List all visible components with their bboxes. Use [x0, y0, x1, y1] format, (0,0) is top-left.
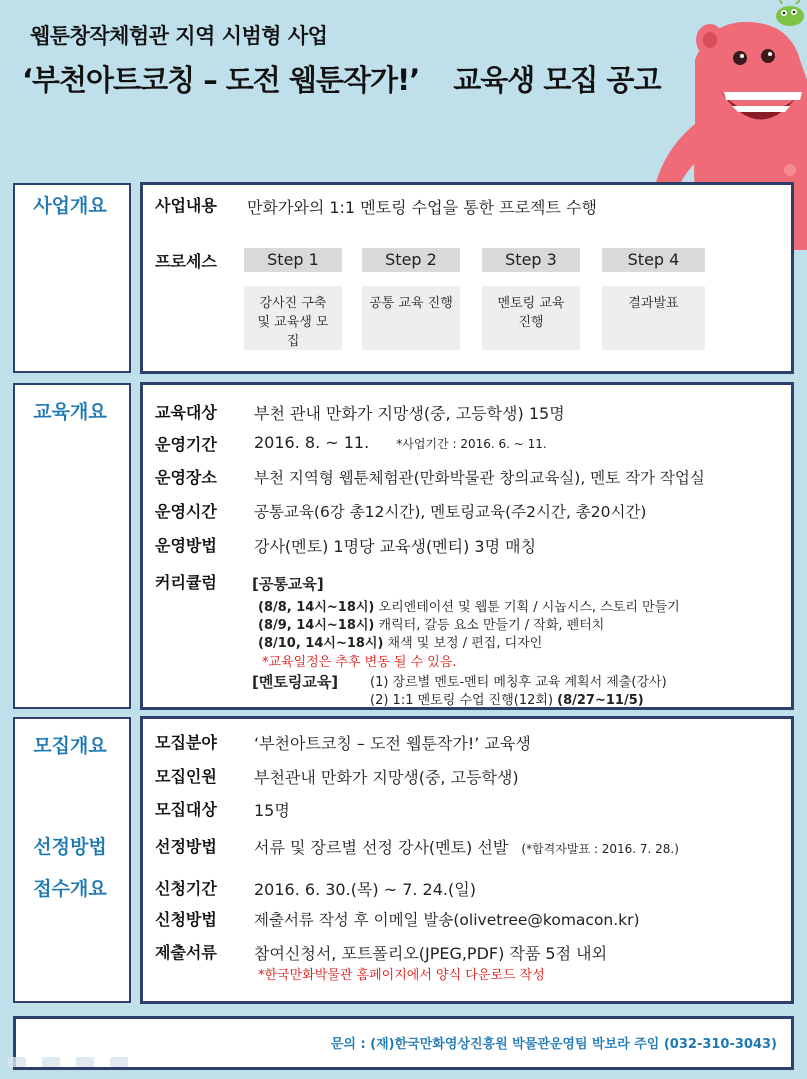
viewer-control-pen[interactable]	[42, 1057, 60, 1067]
edu-place-key: 운영장소	[155, 468, 217, 487]
alien-mascot-illustration	[770, 0, 807, 30]
edu-place-value: 부천 지역형 웹툰체험관(만화박물관 창의교육실), 멘토 작가 작업실	[254, 469, 705, 487]
select-method-key: 선정방법	[155, 837, 217, 856]
recruit-label-box	[13, 717, 131, 1003]
recruit-target-key: 모집대상	[155, 800, 217, 819]
submit-docs-note: *한국만화박물관 홈페이지에서 양식 다운로드 작성	[258, 968, 545, 983]
submit-docs-value: 참여신청서, 포트폴리오(JPEG,PDF) 작품 5점 내외	[254, 944, 608, 963]
recruit-field-value: ‘부천아트코칭 – 도전 웹툰작가!’ 교육생	[254, 734, 531, 753]
page-title	[22, 58, 661, 99]
common-item-3: (8/10, 14시~18시) 채색 및 보정 / 편집, 디자인	[258, 636, 543, 651]
process-key: 프로세스	[155, 252, 217, 271]
viewer-control-next[interactable]	[110, 1057, 128, 1067]
viewer-control-menu[interactable]	[76, 1057, 94, 1067]
edu-method-value: 강사(멘토) 1명당 교육생(멘티) 3명 매칭	[254, 537, 537, 556]
recruit-target-value: 15명	[254, 801, 290, 820]
page-subtitle: 웹툰창작체험관 지역 시범형 사업	[30, 24, 328, 48]
step-1-desc: 강사진 구축 및 교육생 모집	[244, 286, 342, 350]
viewer-control-back[interactable]	[8, 1057, 26, 1067]
edu-target-key: 교육대상	[155, 403, 217, 422]
recruit-field-key: 모집분야	[155, 733, 217, 752]
common-schedule-note: *교육일정은 추후 변동 될 수 있음.	[262, 655, 457, 670]
edu-target-value: 부천 관내 만화가 지망생(중, 고등학생) 15명	[254, 404, 565, 423]
apply-period-key: 신청기간	[155, 879, 217, 898]
edu-period-value: 2016. 8. ~ 11. *사업기간 : 2016. 6. ~ 11.	[254, 433, 547, 452]
step-2-desc: 공통 교육 진행	[362, 286, 460, 350]
education-label-box	[13, 383, 131, 709]
apply-period-value: 2016. 6. 30.(목) ~ 7. 24.(일)	[254, 880, 476, 899]
select-method-value: 서류 및 장르별 선정 강사(멘토) 선발 (*합격자발표 : 2016. 7. 28.)	[254, 838, 679, 857]
step-3-label: Step 3	[482, 248, 580, 272]
common-item-2: (8/9, 14시~18시) 캐릭터, 갈등 요소 만들기 / 작화, 펜터치	[258, 618, 605, 633]
application-section-label: 접수개요	[33, 878, 107, 900]
business-content-value: 만화가와의 1:1 멘토링 수업을 통한 프로젝트 수행	[247, 198, 597, 217]
step-1-label: Step 1	[244, 248, 342, 272]
apply-method-key: 신청방법	[155, 910, 217, 929]
step-2-label: Step 2	[362, 248, 460, 272]
mentoring-item-2: (2) 1:1 멘토링 수업 진행(12회) (8/27~11/5)	[370, 693, 644, 708]
mentoring-education-title: [멘토링교육]	[252, 673, 339, 691]
edu-period-key: 운영기간	[155, 435, 217, 454]
edu-method-key: 운영방법	[155, 536, 217, 555]
selection-section-label: 선정방법	[33, 836, 107, 858]
step-4-desc: 결과발표	[602, 286, 705, 350]
mentoring-item-1: (1) 장르별 멘토-멘티 메칭후 교육 계획서 제출(강사)	[370, 675, 667, 690]
edu-time-value: 공통교육(6강 총12시간), 멘토링교육(주2시간, 총20시간)	[254, 503, 647, 521]
business-content-key: 사업내용	[155, 196, 217, 215]
edu-time-key: 운영시간	[155, 502, 217, 521]
edu-period-note: *사업기간 : 2016. 6. ~ 11.	[396, 437, 547, 451]
recruit-section-label: 모집개요	[33, 735, 107, 757]
select-result-note: (*합격자발표 : 2016. 7. 28.)	[521, 842, 679, 856]
business-section-label: 사업개요	[33, 195, 107, 217]
submit-docs-key: 제출서류	[155, 943, 217, 962]
step-4-label: Step 4	[602, 248, 705, 272]
contact-info: 문의 : (재)한국만화영상진흥원 박물관운영팀 박보라 주임 (032-310-3043)	[330, 1037, 777, 1052]
recruit-people-value: 부천관내 만화가 지망생(중, 고등학생)	[254, 768, 519, 787]
title-recruit-notice: 교육생 모집 공고	[453, 63, 661, 97]
common-item-1: (8/8, 14시~18시) 오리엔테이션 및 웹툰 기획 / 시놉시스, 스토리 만들기	[258, 600, 680, 615]
education-section-label: 교육개요	[33, 401, 107, 423]
apply-method-value: 제출서류 작성 후 이메일 발송(olivetree@komacon.kr)	[254, 911, 640, 929]
recruit-people-key: 모집인원	[155, 767, 217, 786]
title-project-name: ‘부천아트코칭 – 도전 웹툰작가!’	[22, 63, 420, 97]
step-3-desc: 멘토링 교육 진행	[482, 286, 580, 350]
curriculum-key: 커리큘럼	[155, 573, 217, 592]
common-education-title: [공통교육]	[252, 575, 324, 593]
